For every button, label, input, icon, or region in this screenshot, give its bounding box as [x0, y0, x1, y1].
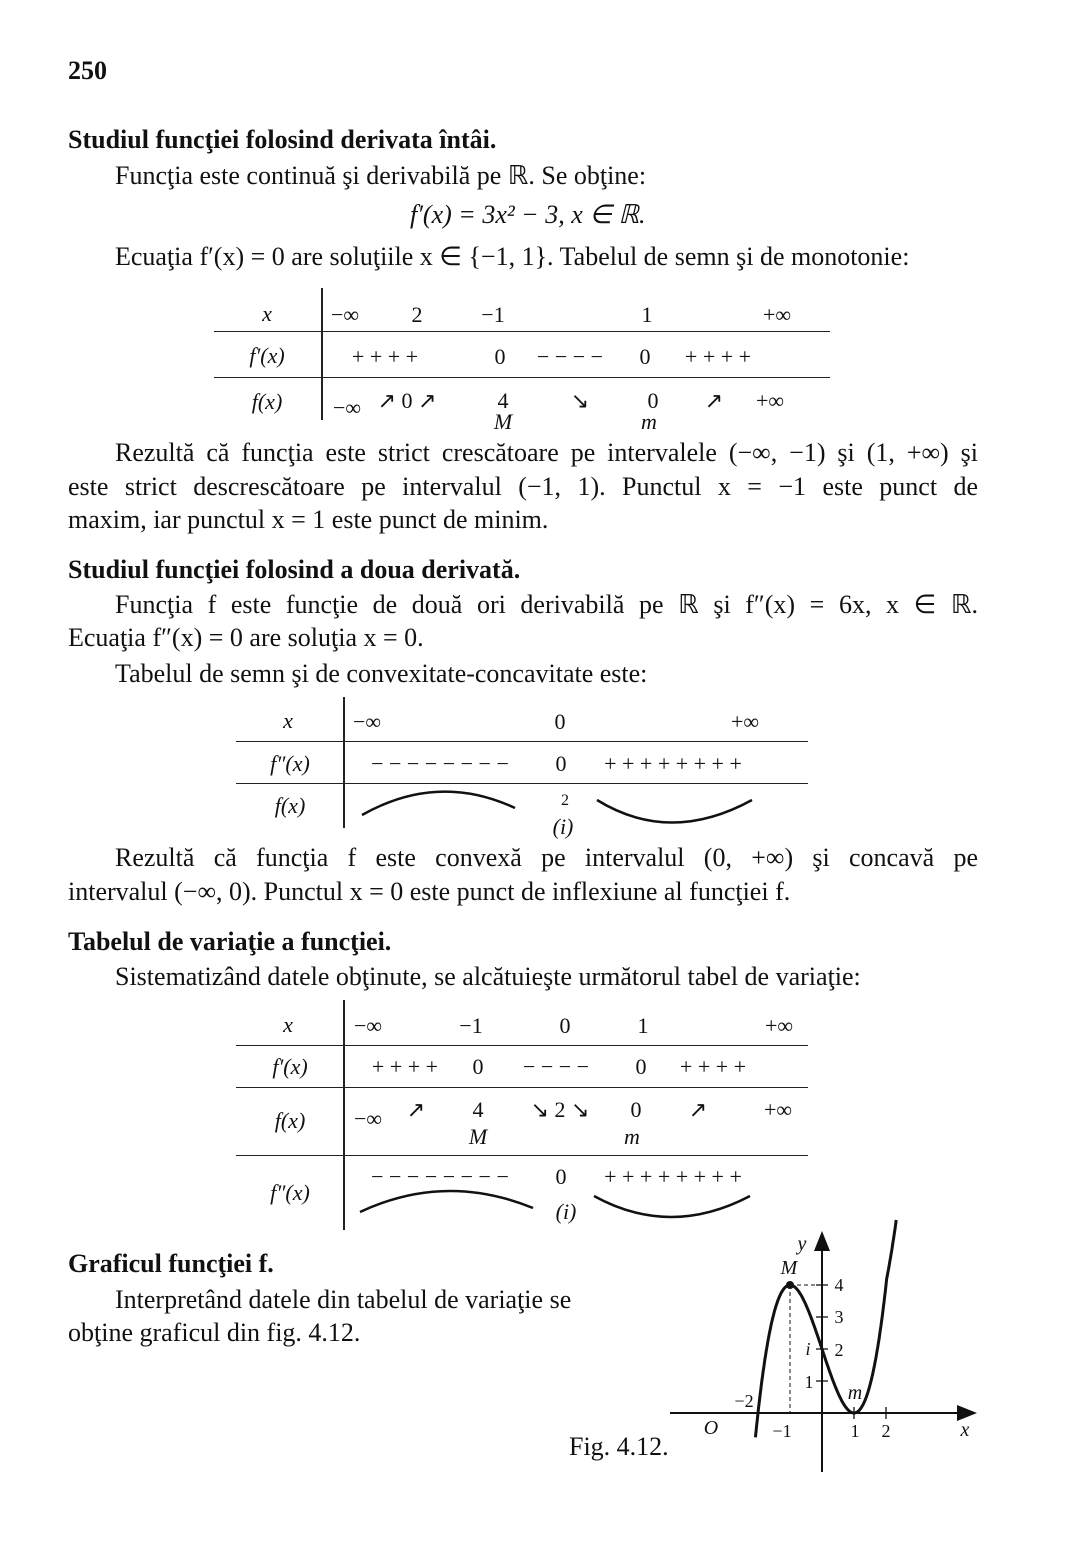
- cell: − − − −: [536, 344, 604, 369]
- row-label: f(x): [274, 1108, 306, 1133]
- cell: 4: [472, 1097, 484, 1122]
- paragraph-line: Funcţia f este funcţie de două ori derivabilă pe ℝ şi f″(x) = 6x, x ∈ ℝ.: [115, 590, 978, 619]
- cell: 1: [637, 1013, 649, 1038]
- row-label: f″(x): [270, 751, 310, 776]
- cell: −1: [481, 302, 505, 327]
- cell: 1: [641, 302, 653, 327]
- cell: + + + + + + + +: [604, 1164, 742, 1189]
- min-point-label: m: [847, 1382, 863, 1404]
- y-tick: 3: [834, 1307, 844, 1327]
- cell: + + + +: [684, 344, 752, 369]
- y-tick: 2: [834, 1340, 844, 1360]
- cell: 0: [647, 388, 659, 413]
- paragraph-line: Tabelul de semn şi de convexitate-concavitate este:: [115, 659, 648, 688]
- paragraph-line: intervalul (−∞, 0). Punctul x = 0 este punct de inflexiune al funcţiei f.: [68, 877, 791, 906]
- cell: 0: [555, 1164, 567, 1189]
- cell: ↗: [406, 1097, 426, 1122]
- row-label: x: [262, 301, 272, 326]
- cell: 0: [554, 709, 566, 734]
- paragraph-line: Sistematizând datele obţinute, se alcătuieşte următorul tabel de variaţie:: [115, 962, 861, 991]
- inflection-mark: (i): [555, 1199, 577, 1224]
- page-number: 250: [68, 56, 107, 85]
- section-heading: Studiul funcţiei folosind a doua derivată.: [68, 555, 521, 584]
- max-point-label: M: [780, 1257, 798, 1279]
- row-label: f(x): [251, 389, 283, 414]
- cell: 0: [639, 344, 651, 369]
- section-heading: Tabelul de variaţie a funcţiei.: [68, 927, 392, 956]
- min-mark: m: [641, 409, 657, 434]
- cell: 0: [555, 751, 567, 776]
- cell: ↘ 2 ↘: [530, 1097, 590, 1122]
- inflection-point-label: i: [805, 1339, 811, 1359]
- cell: + + + +: [679, 1054, 747, 1079]
- cell: 0: [559, 1013, 571, 1038]
- paragraph-line: maxim, iar punctul x = 1 este punct de minim.: [68, 505, 549, 534]
- row-label: f′(x): [272, 1054, 308, 1079]
- row-label: f(x): [274, 793, 306, 818]
- cell: −∞: [332, 395, 362, 420]
- cell: − − − −: [522, 1054, 590, 1079]
- cell: +∞: [762, 302, 792, 327]
- x-tick: −1: [772, 1421, 792, 1441]
- cell: +∞: [763, 1097, 793, 1122]
- paragraph-line: Ecuaţia f″(x) = 0 are soluţia x = 0.: [68, 623, 424, 652]
- row-label: f′(x): [249, 343, 285, 368]
- cell: 2: [411, 302, 423, 327]
- x-tick: 1: [850, 1421, 860, 1441]
- min-mark: m: [624, 1124, 640, 1149]
- paragraph-line: Rezultă că funcţia este strict crescătoare pe intervalele (−∞, −1) şi (1, +∞) şi: [115, 438, 978, 467]
- paragraph-line: Funcţia este continuă şi derivabilă pe ℝ. Se obţine:: [115, 161, 647, 190]
- cell: 0: [635, 1054, 647, 1079]
- paragraph-line: Ecuaţia f′(x) = 0 are soluţiile x ∈ {−1, 1}. Tabelul de semn şi de monotonie:: [115, 242, 910, 271]
- cell: +∞: [730, 709, 760, 734]
- section-heading: Graficul funcţiei f.: [68, 1249, 274, 1278]
- row-label: x: [283, 708, 293, 733]
- cell: + + + +: [351, 344, 419, 369]
- cell: −∞: [352, 709, 382, 734]
- paragraph-line: obţine graficul din fig. 4.12.: [68, 1318, 361, 1347]
- paragraph-line: Rezultă că funcţia f este convexă pe intervalul (0, +∞) şi concavă pe: [115, 843, 978, 872]
- row-label: x: [283, 1012, 293, 1037]
- y-tick: 4: [834, 1275, 844, 1295]
- cell: 4: [497, 388, 509, 413]
- cell: −∞: [330, 302, 360, 327]
- x-tick: 2: [881, 1421, 891, 1441]
- cell: +∞: [755, 388, 785, 413]
- cell: − − − − − − − −: [371, 1164, 509, 1189]
- y-tick: 1: [804, 1372, 814, 1392]
- function-curve: [755, 1220, 896, 1437]
- cell: −∞: [353, 1013, 383, 1038]
- cell: ↗: [688, 1097, 708, 1122]
- section-heading: Studiul funcţiei folosind derivata întâi.: [68, 125, 497, 154]
- paragraph-line: este strict descrescătoare pe intervalul (−1, 1). Punctul x = −1 este punct de: [68, 472, 978, 501]
- cell: + + + + + + + +: [604, 751, 742, 776]
- paragraph-line: Interpretând datele din tabelul de variaţie se: [115, 1285, 572, 1314]
- x-tick: −2: [734, 1391, 754, 1411]
- formula: f′(x) = 3x² − 3, x ∈ ℝ.: [410, 200, 646, 229]
- cell: + + + +: [371, 1054, 439, 1079]
- inflection-mark: (i): [552, 814, 574, 839]
- cell: 0: [472, 1054, 484, 1079]
- cell: ↗: [704, 388, 724, 413]
- max-mark: M: [468, 1124, 488, 1149]
- x-axis-label: x: [960, 1419, 970, 1441]
- y-axis-label: y: [797, 1233, 807, 1255]
- cell: −∞: [353, 1106, 383, 1131]
- cell: 2: [561, 792, 569, 809]
- graph-drawing: [0, 0, 1, 1]
- cell: −1: [459, 1013, 483, 1038]
- cell: 0: [494, 344, 506, 369]
- cell: − − − − − − − −: [371, 751, 509, 776]
- cell: ↘: [570, 388, 590, 413]
- max-mark: M: [493, 409, 513, 434]
- figure-caption: Fig. 4.12.: [569, 1432, 669, 1461]
- row-label: f″(x): [270, 1180, 310, 1205]
- origin-label: O: [703, 1417, 719, 1439]
- cell: ↗ 0 ↗: [377, 388, 437, 413]
- cell: +∞: [764, 1013, 794, 1038]
- max-point: [786, 1281, 794, 1289]
- cell: 0: [630, 1097, 642, 1122]
